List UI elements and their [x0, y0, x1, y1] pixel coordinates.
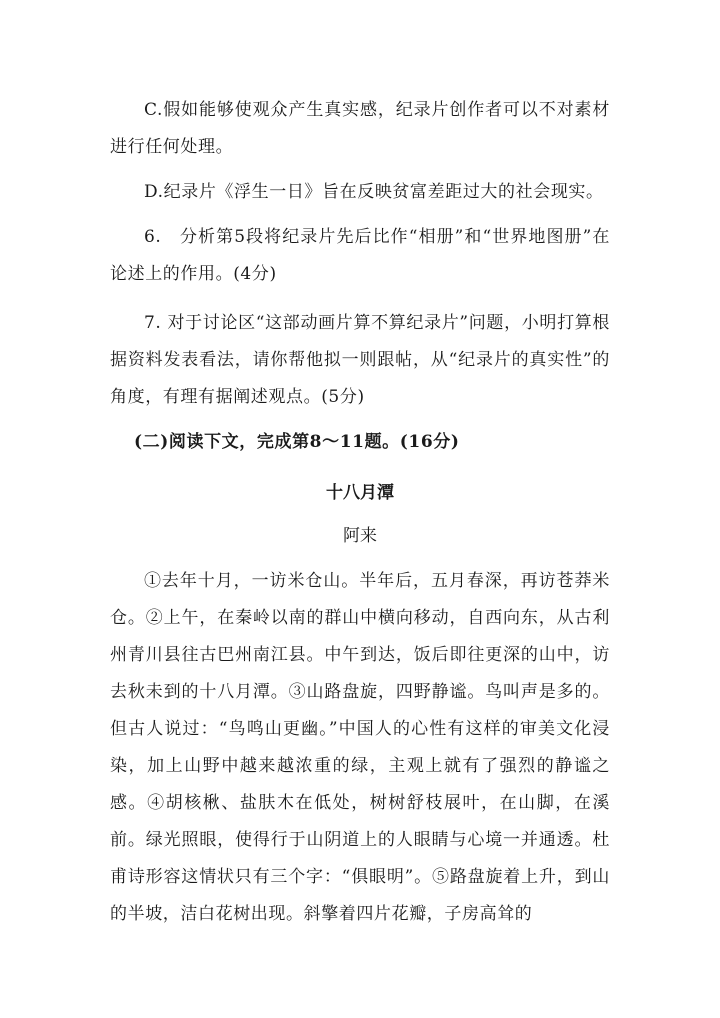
option-d: D.纪录片《浮生一日》旨在反映贫富差距过大的社会现实。: [144, 182, 604, 202]
article-author: 阿来: [343, 526, 377, 546]
section-heading: (二)阅读下文，完成第8～11题。(16分): [134, 432, 460, 452]
option-c: C.假如能够使观众产生真实感，纪录片创作者可以不对素材进行任何处理。: [110, 100, 610, 157]
question-7: 7. 对于讨论区“这部动画片算不算纪录片”问题，小明打算根据资料发表看法，请你帮他拟一则跟帖，从“纪录片的真实性”的角度，有理有据阐述观点。(5分): [110, 313, 610, 407]
article-title: 十八月潭: [326, 483, 394, 503]
article-body: ①去年十月，一访米仓山。半年后，五月春深，再访苍莽米仓。②上午，在秦岭以南的群山中横向移动，自西向东，从古利州青川县往古巴州南江县。中午到达，饭后即往更深的山中，访去秋未到的十八月潭。③山路盘旋，四野静谧。鸟叫声是多的。但古人说过：“鸟鸣山更幽。”中国人的心性有这样的审美文化浸染，加上山野中越来越浓重的绿，主观上就有了强烈的静谧之感。④胡核楸、盐肤木在低处，树树舒枝展叶，在山脚，在溪前。绿光照眼，使得行于山阴道上的人眼睛与心境一并通透。杜甫诗形容这情状只有三个字：“俱眼明”。⑤路盘旋着上升，到山的半坡，洁白花树出现。斜擎着四片花瓣，子房高耸的: [110, 571, 610, 924]
question-6: 6. 分析第5段将纪录片先后比作“相册”和“世界地图册”在论述上的作用。(4分): [110, 227, 610, 284]
